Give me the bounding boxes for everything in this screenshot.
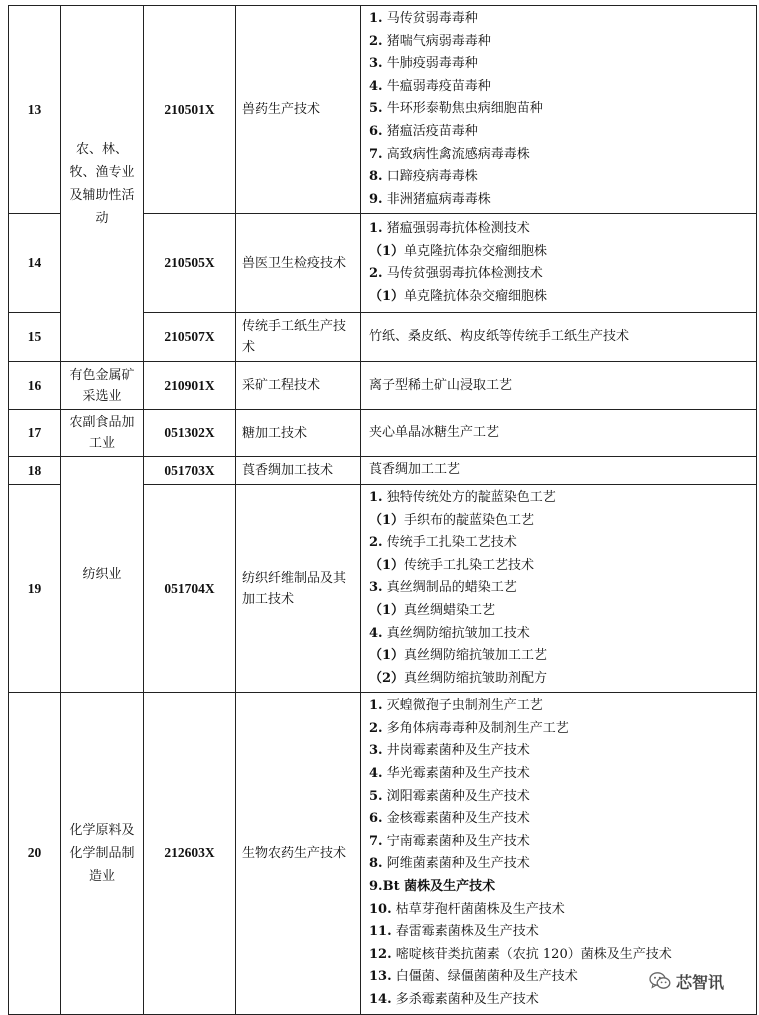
tech-item: 7. 宁南霉素菌种及生产技术	[369, 833, 530, 849]
profession-code: 051704X	[144, 484, 236, 692]
tech-list	[361, 313, 757, 362]
tech-list	[361, 6, 757, 214]
industry-cell: 农副食品加工业	[61, 410, 144, 457]
tech-item: 5. 牛环形泰勒焦虫病细胞苗种	[369, 101, 543, 117]
tech-item: 7. 高致病性禽流感病毒毒株	[369, 146, 530, 162]
row-number: 17	[9, 410, 61, 457]
wechat-icon	[649, 971, 671, 991]
profession-name: 兽药生产技术	[236, 6, 361, 214]
tech-item: 2. 多角体病毒毒种及制剂生产工艺	[369, 720, 569, 736]
row-number: 20	[9, 693, 61, 1014]
tech-item: （2）真丝绸防缩抗皱助剂配方	[369, 670, 548, 686]
tech-item: 2. 猪喘气病弱毒毒种	[369, 33, 491, 49]
tech-item: 5. 浏阳霉素菌种及生产技术	[369, 788, 530, 804]
tech-item: 12. 嘧啶核苷类抗菌素（农抗 120）菌株及生产技术	[369, 946, 672, 962]
profession-code: 210505X	[144, 214, 236, 313]
tech-list	[361, 457, 757, 485]
industry-cell: 有色金属矿采选业	[61, 362, 144, 410]
table-row-20	[9, 693, 757, 1014]
tech-item: （1）真丝绸蜡染工艺	[369, 602, 496, 618]
tech-item: （1）传统手工扎染工艺技术	[369, 557, 535, 573]
tech-item: 11. 春雷霉素菌株及生产技术	[369, 924, 539, 940]
row-number: 18	[9, 457, 61, 485]
profession-name: 莨香绸加工技术	[236, 457, 361, 485]
industry-cell: 纺织业	[61, 457, 144, 693]
watermark-label: 芯智讯	[676, 972, 725, 992]
watermark	[649, 968, 749, 994]
tech-list	[361, 484, 757, 692]
tech-item: 9.Bt 菌株及生产技术	[369, 879, 496, 895]
table-row-16	[9, 362, 757, 410]
tech-item: 3. 真丝绸制品的蜡染工艺	[369, 580, 517, 596]
industry-cell: 农、林、牧、渔专业及辅助性活动	[61, 6, 144, 362]
tech-item: 10. 枯草芽孢杆菌菌株及生产技术	[369, 901, 565, 917]
tech-list	[361, 362, 757, 410]
profession-name: 生物农药生产技术	[236, 693, 361, 1014]
profession-code: 051703X	[144, 457, 236, 485]
row-number: 13	[9, 6, 61, 214]
industry-cell: 化学原料及化学制品制造业	[61, 693, 144, 1014]
tech-item: 3. 牛肺疫弱毒毒种	[369, 56, 478, 72]
profession-name: 糖加工技术	[236, 410, 361, 457]
tech-item: （1）真丝绸防缩抗皱加工工艺	[369, 648, 548, 664]
tech-item: 8. 阿维菌素菌种及生产技术	[369, 856, 530, 872]
tech-item: 竹纸、桑皮纸、构皮纸等传统手工纸生产技术	[369, 329, 630, 345]
tech-item: （1）单克隆抗体杂交瘤细胞株	[369, 288, 548, 304]
table-row-18	[9, 457, 757, 485]
table-row-13	[9, 6, 757, 214]
tech-item: 14. 多杀霉素菌种及生产技术	[369, 992, 539, 1007]
tech-item: 4. 真丝绸防缩抗皱加工技术	[369, 625, 530, 641]
tech-item: 莨香绸加工工艺	[369, 462, 461, 478]
tech-item: 1. 猪瘟强弱毒抗体检测技术	[369, 221, 530, 237]
tech-list	[361, 410, 757, 457]
profession-code: 210901X	[144, 362, 236, 410]
profession-code: 210507X	[144, 313, 236, 362]
row-number: 14	[9, 214, 61, 313]
profession-name: 传统手工纸生产技术	[236, 313, 361, 362]
tech-item: 6. 猪瘟活疫苗毒种	[369, 123, 478, 139]
tech-item: 2. 马传贫强弱毒抗体检测技术	[369, 266, 543, 282]
tech-item: 1. 灭蝗微孢子虫制剂生产工艺	[369, 698, 543, 714]
row-number: 15	[9, 313, 61, 362]
tech-item: 8. 口蹄疫病毒毒株	[369, 169, 478, 185]
tech-list	[361, 214, 757, 313]
profession-code: 212603X	[144, 693, 236, 1014]
tech-item: 2. 传统手工扎染工艺技术	[369, 535, 517, 551]
profession-name: 纺织纤维制品及其加工技术	[236, 484, 361, 692]
profession-name: 采矿工程技术	[236, 362, 361, 410]
tech-item: 1. 马传贫弱毒毒种	[369, 11, 478, 26]
tech-item: 6. 金核霉素菌种及生产技术	[369, 811, 530, 827]
profession-code: 051302X	[144, 410, 236, 457]
table-row-17	[9, 410, 757, 457]
tech-item: 13. 白僵菌、绿僵菌菌种及生产技术	[369, 969, 578, 985]
row-number: 16	[9, 362, 61, 410]
profession-code: 210501X	[144, 6, 236, 214]
profession-name: 兽医卫生检疫技术	[236, 214, 361, 313]
tech-item: 夹心单晶冰糖生产工艺	[369, 425, 500, 441]
tech-item: 9. 非洲猪瘟病毒毒株	[369, 191, 491, 207]
tech-item: 1. 独特传统处方的靛蓝染色工艺	[369, 489, 556, 505]
tech-item: 4. 牛瘟弱毒疫苗毒种	[369, 78, 491, 94]
tech-item: （1）单克隆抗体杂交瘤细胞株	[369, 243, 548, 259]
tech-item: 3. 井岗霉素菌种及生产技术	[369, 743, 530, 759]
tech-list	[361, 693, 757, 1014]
tech-item: 4. 华光霉素菌种及生产技术	[369, 766, 530, 782]
tech-item: （1）手织布的靛蓝染色工艺	[369, 512, 535, 528]
technology-table	[8, 5, 757, 1015]
tech-item: 离子型稀土矿山浸取工艺	[369, 377, 513, 393]
row-number: 19	[9, 484, 61, 692]
